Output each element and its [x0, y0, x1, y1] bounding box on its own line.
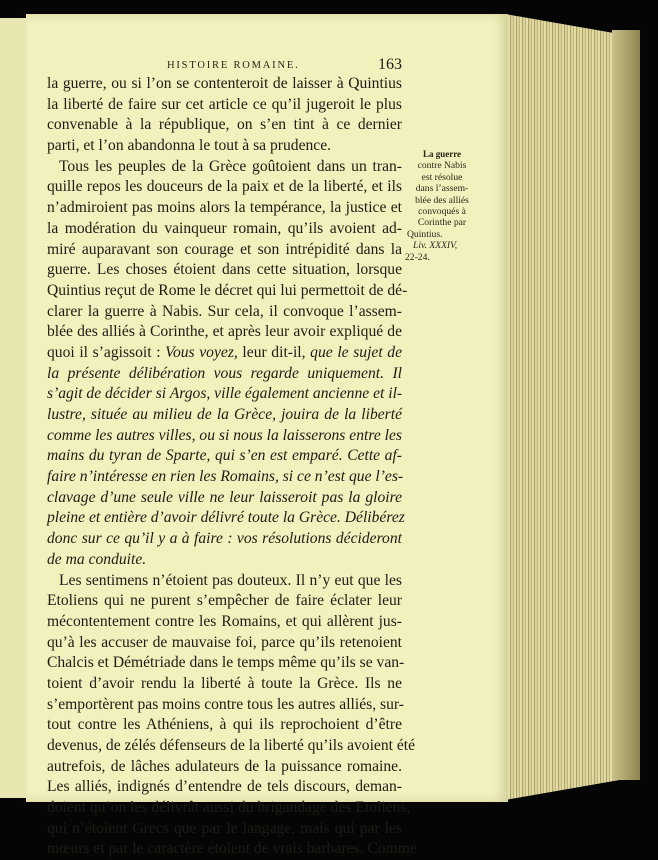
text-segment: parti, et l’on abandonna le tout à sa prudence. [47, 137, 332, 155]
margin-note-line: est résolue [421, 171, 463, 183]
text-segment: qui n’étoient Grecs que par le langage, mais qui par les [47, 819, 402, 837]
italic-text: que le sujet de [310, 343, 403, 361]
text-line [47, 219, 402, 240]
text-segment: Tous les peuples de la Grèce goûtoient dans un tran- [59, 157, 402, 175]
reference-chapters: 22-24. [405, 251, 430, 263]
margin-note-line: convoqués à [418, 206, 466, 218]
text-segment: quoi il s’agissoit : [47, 343, 166, 361]
text-segment: , leur dit-il, [233, 343, 311, 361]
text-line [47, 446, 402, 467]
text-line [47, 364, 402, 385]
text-line [47, 74, 402, 95]
text-segment: clarer la guerre à Nabis. Sur cela, il convoque l’assem- [47, 302, 402, 320]
text-line [47, 633, 402, 654]
text-line [47, 302, 402, 323]
body-text [47, 74, 417, 860]
text-segment: qu’à les accuser de mauvaise foi, parce qu’ils retenoient [47, 633, 402, 651]
text-line [47, 550, 402, 571]
text-line [47, 260, 402, 281]
text-segment: blée des alliés à Corinthe, et après leur avoir expliqué de [47, 323, 402, 341]
margin-note-line: contre Nabis [417, 160, 467, 172]
margin-note-line: dans l’assem- [415, 183, 469, 195]
text-line [47, 571, 402, 592]
text-segment: Chalcis et Démétriade dans le temps même qu’ils se van- [47, 654, 405, 672]
text-segment: convenable à la république, on s’en tint à ce dernier [47, 116, 402, 134]
facing-page-edge [0, 18, 28, 798]
text-line [47, 757, 402, 778]
text-segment: guerre. Les choses étoient dans cette situation, lorsque [47, 261, 402, 279]
text-line [47, 157, 402, 178]
text-line [47, 839, 417, 860]
text-line [47, 240, 402, 261]
italic-text: Vous voyez [165, 343, 234, 361]
text-line [47, 715, 402, 736]
text-line [47, 467, 402, 488]
text-segment: n’admiroient pas moins alors la tempérance, la justice et [47, 199, 402, 217]
text-segment: mœurs et par le caractère étoient de vrais barbares. Comme [47, 840, 417, 858]
italic-text: pleine et entière d’avoir délivré toute la Grèce. Délibérez [47, 509, 405, 527]
italic-text: la présente délibération vous regarde uniquement. Il [47, 364, 402, 382]
text-line [47, 736, 416, 757]
italic-text: donc sur ce qu’il y a à faire : vos résolutions décideront [47, 530, 402, 548]
italic-text: de ma conduite. [47, 550, 147, 568]
text-line [47, 136, 402, 157]
text-segment: autrefois, de lâches adulateurs de la puissance romaine. [47, 757, 402, 775]
text-segment: mécontentement contre les Romains, et qui allèrent jus- [47, 612, 402, 630]
margin-note-line: La guerre [422, 149, 462, 159]
text-segment: devenus, de zélés défenseurs de la liberté qu’ils avoient été [47, 737, 416, 754]
text-segment: la modération du vainqueur romain, qu’ils avoient ad- [47, 219, 402, 237]
text-line [47, 695, 402, 716]
text-line [47, 674, 402, 695]
text-segment: Quintius reçut de Rome le décret qui lui permettoit de dé- [47, 281, 408, 299]
text-segment: Les sentimens n’étoient pas douteux. Il n’y eut que les [59, 571, 402, 589]
text-line [47, 777, 402, 798]
italic-text: clavage d’une seule ville ne leur laisseroit pas la gloire [47, 488, 402, 506]
book-fore-edge [612, 30, 640, 780]
text-line [47, 281, 408, 302]
italic-text: faire n’intéresse en rien les Romains, si ce n’est que l’es- [47, 468, 404, 486]
italic-text: lustre, située au milieu de la Grèce, jouira de la liberté [47, 406, 402, 423]
text-segment: Etoliens qui ne purent s’empêcher de faire éclater leur [47, 592, 402, 610]
text-line [47, 529, 402, 550]
text-segment: toient d’avoir rendu la liberté à toute la Grèce. Ils ne [47, 674, 402, 692]
text-line [47, 798, 411, 819]
text-segment: tout contre les Athéniens, à qui ils reprochoient d’être [47, 716, 402, 734]
text-line [47, 591, 402, 612]
text-line [47, 508, 405, 529]
italic-text: mains du tyran de Sparte, qui s’en est emparé. Cette af- [47, 447, 402, 465]
text-line [47, 322, 402, 343]
margin-note-reference [405, 240, 479, 251]
italic-text: comme les autres villes, ou si nous la laisserons entre les [47, 426, 402, 444]
reference-source: Liv. XXXIV, [413, 240, 458, 252]
text-segment: miré auparavant son courage et son intrépidité dans la [47, 240, 402, 258]
text-line [47, 653, 405, 674]
text-line [47, 177, 402, 198]
page-number: 163 [378, 56, 402, 73]
text-segment: s’emportèrent pas moins contre tous les autres alliés, sur- [47, 695, 404, 713]
text-segment: doient qu’on les délivrât aussi du brigandage des Etoliens, [47, 799, 411, 817]
text-line [47, 343, 402, 364]
margin-note [405, 149, 479, 263]
text-line [47, 612, 402, 633]
margin-note-line: Corinthe par [417, 217, 467, 229]
text-line [47, 405, 402, 426]
text-line [47, 115, 402, 136]
text-segment: Les alliés, indignés d’entendre de tels discours, deman- [47, 778, 402, 796]
margin-note-line: blée des alliés [415, 194, 469, 206]
text-line [47, 384, 402, 405]
margin-note-line: Quintius. [407, 228, 443, 240]
italic-text: s’agit de décider si Argos, ville également ancienne et il- [47, 385, 403, 403]
text-line [47, 198, 402, 219]
text-segment: la guerre, ou si l’on se contenteroit de laisser à Quintius [47, 75, 402, 92]
running-title: HISTOIRE ROMAINE. [167, 60, 300, 71]
text-segment: quille repos les douceurs de la paix et de la liberté, et ils [47, 178, 402, 196]
text-line [47, 95, 402, 116]
text-line [47, 426, 402, 447]
text-segment: la liberté de faire sur cet article ce qu’il jugeroit le plus [47, 95, 402, 113]
text-line [47, 488, 402, 509]
